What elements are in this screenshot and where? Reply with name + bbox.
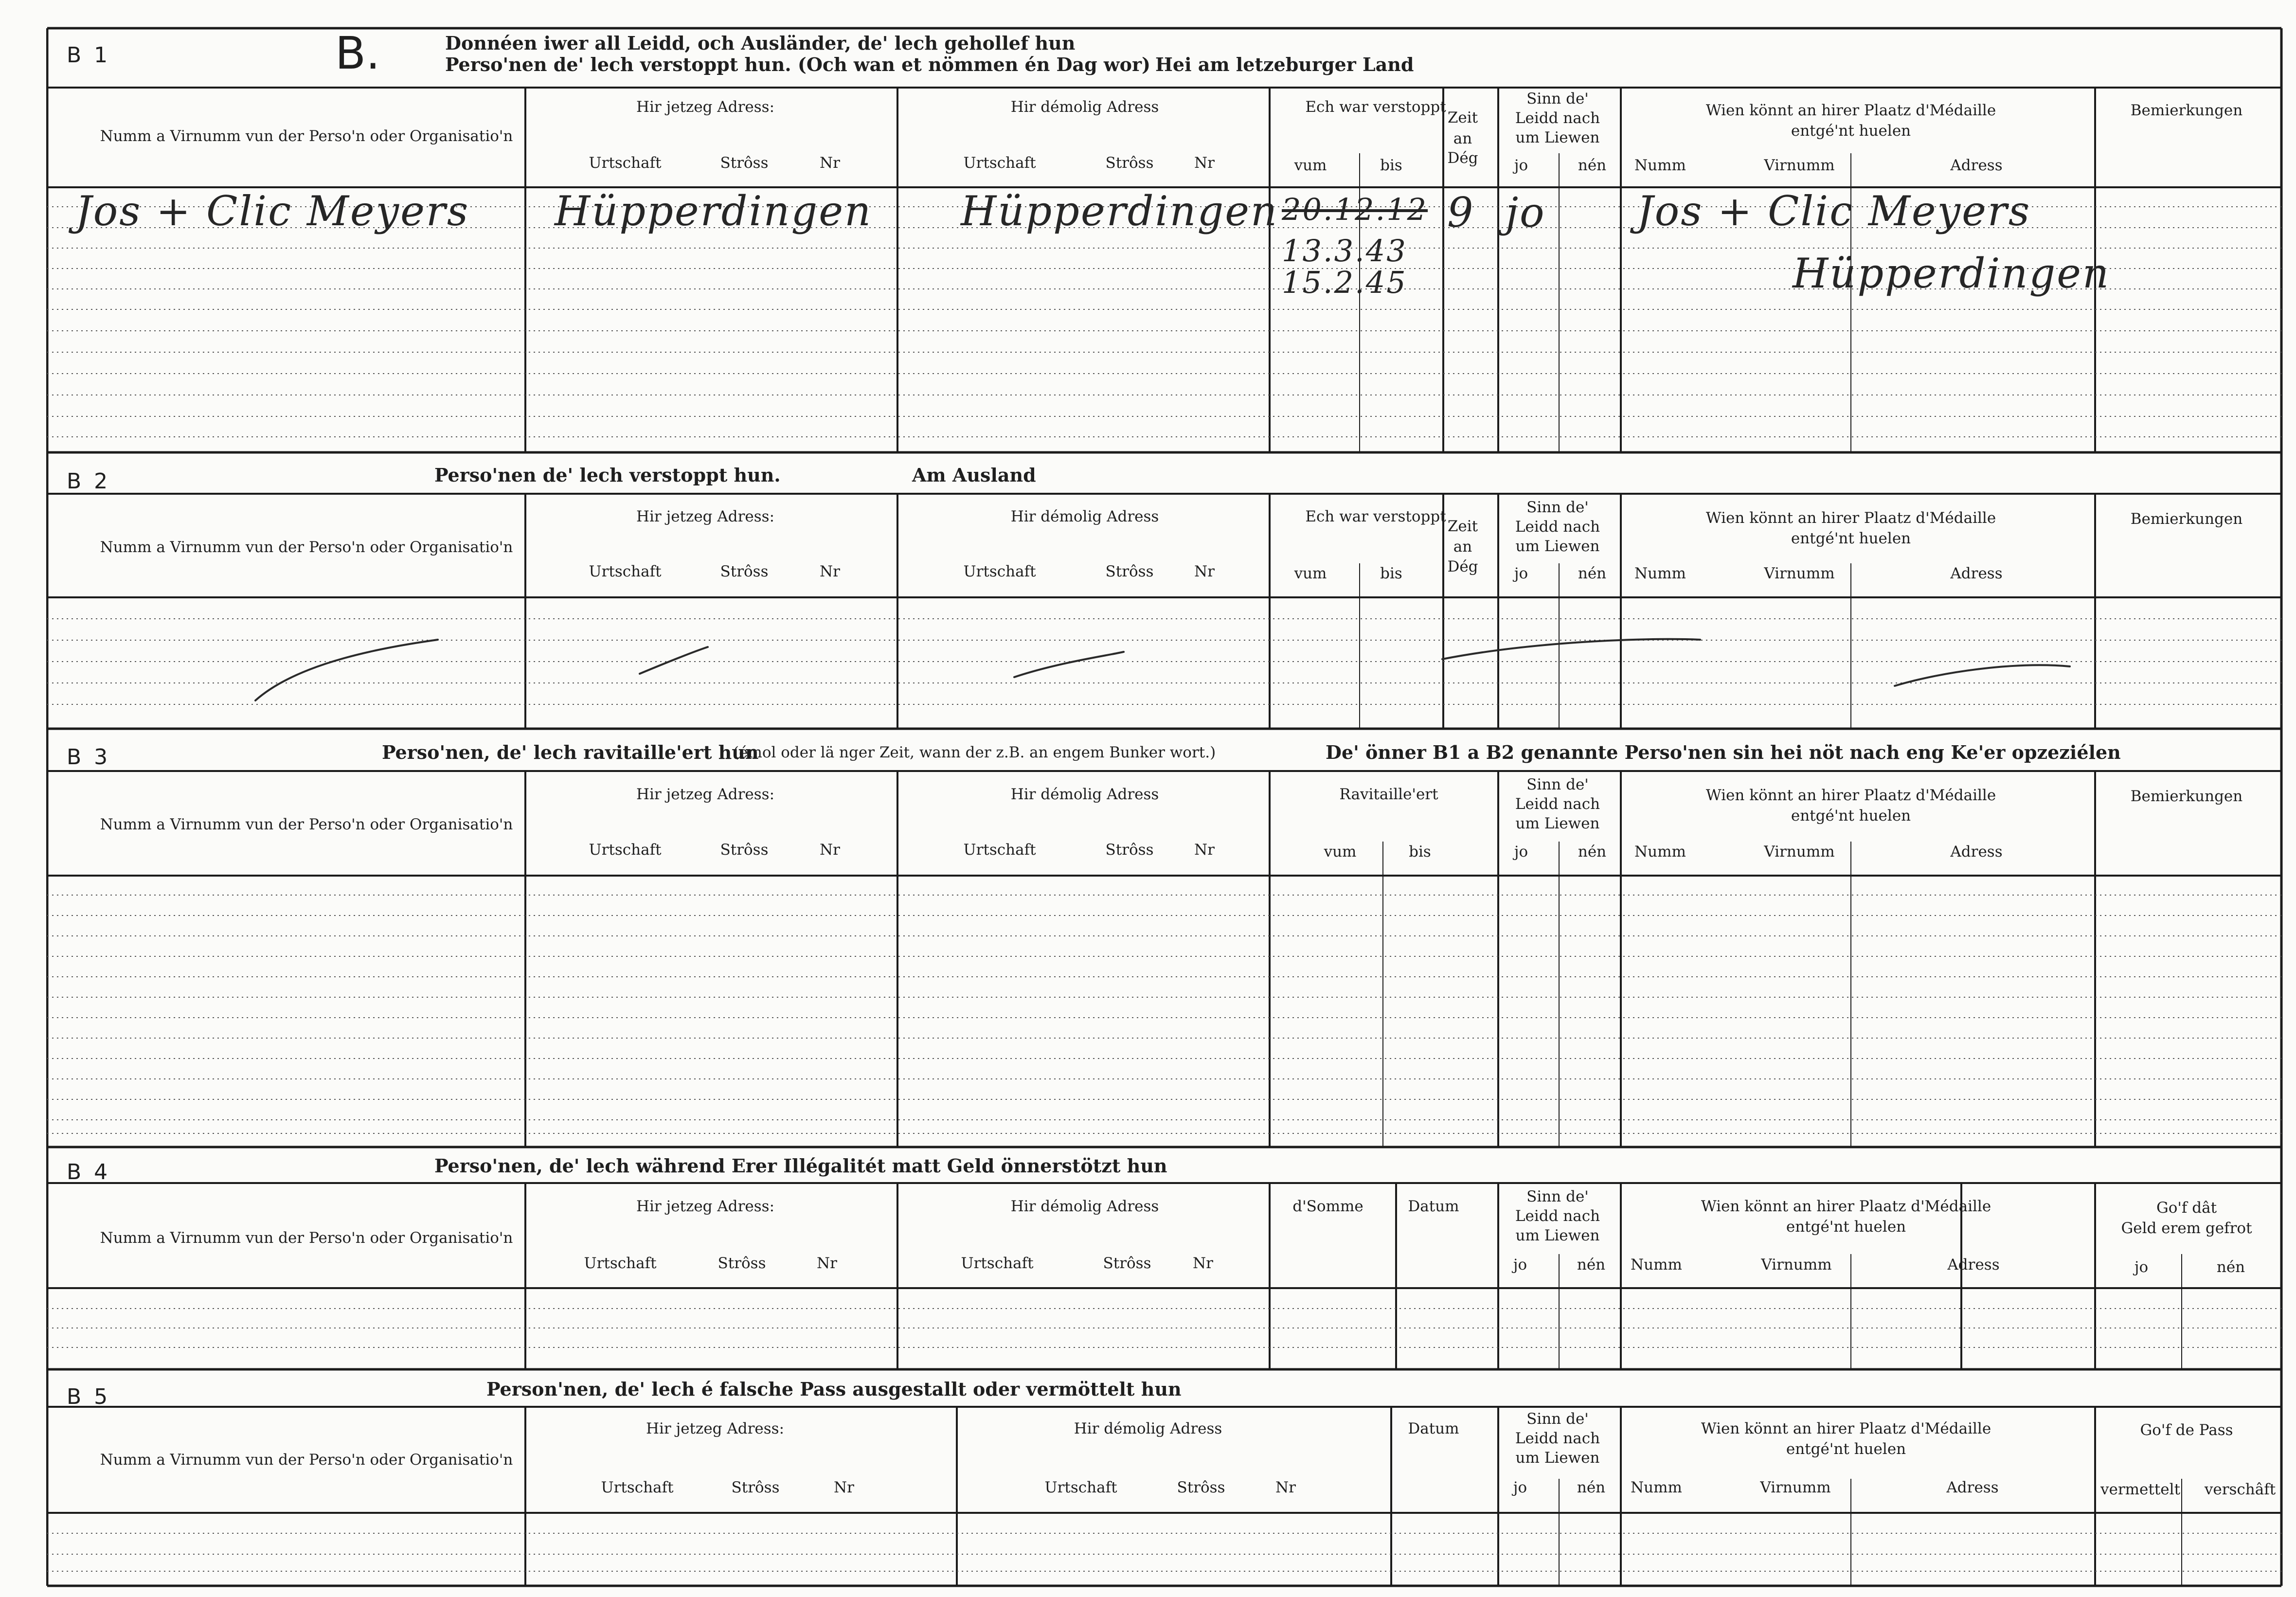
entry-current-town: Hüpperdingen bbox=[555, 187, 873, 235]
section-code-b3: B 3 bbox=[67, 745, 111, 770]
col-header-supplied: Ravitaille'ert bbox=[1339, 786, 1438, 803]
col-header-lives-2: Leidd nach bbox=[1515, 795, 1600, 813]
col-header-hidden: Ech war verstoppt bbox=[1305, 508, 1446, 525]
entry-date-struck: 20.12.12 bbox=[1282, 192, 1428, 227]
sub-header-from: vum bbox=[1294, 565, 1327, 582]
sub-header-street: Strôss bbox=[1177, 1479, 1225, 1496]
section-title-b1-line1: Donnéen iwer all Leidd, och Ausländer, de' lech gehollef hun bbox=[445, 32, 1076, 54]
col-header-medal-2: entgé'nt huelen bbox=[1786, 1440, 1906, 1458]
sub-header-no: nén bbox=[1578, 157, 1607, 174]
sub-header-street: Strôss bbox=[731, 1479, 780, 1496]
sub-header-firstname: Virnumm bbox=[1764, 565, 1835, 582]
entry-medal-address: Hüpperdingen bbox=[1793, 250, 2111, 297]
sub-header-town: Urtschaft bbox=[589, 563, 662, 580]
col-header-money-2: Geld erem gefrot bbox=[2121, 1220, 2252, 1237]
col-header-medal-1: Wien könnt an hirer Plaatz d'Médaille bbox=[1701, 1420, 1991, 1437]
sub-header-nr: Nr bbox=[1194, 841, 1215, 859]
sub-header-address: Adress bbox=[1950, 157, 2003, 174]
col-header-medal-2: entgé'nt huelen bbox=[1786, 1218, 1906, 1236]
col-header-name: Numm a Virnumm vun der Perso'n oder Organisatio'n bbox=[100, 127, 513, 145]
section-code-b1: B 1 bbox=[67, 43, 111, 68]
col-header-medal-1: Wien könnt an hirer Plaatz d'Médaille bbox=[1705, 787, 1996, 804]
sub-header-yes: jo bbox=[1514, 843, 1528, 861]
col-header-sum: d'Somme bbox=[1292, 1198, 1363, 1215]
col-header-money-1: Go'f dât bbox=[2156, 1199, 2217, 1217]
sub-header-nr: Nr bbox=[1275, 1479, 1296, 1496]
sub-header-street: Strôss bbox=[720, 154, 769, 172]
col-header-current-address: Hir jetzeg Adress: bbox=[636, 98, 775, 116]
sub-header-from: vum bbox=[1294, 157, 1327, 174]
col-header-date: Datum bbox=[1408, 1198, 1459, 1215]
col-header-former-address: Hir démolig Adress bbox=[1010, 508, 1159, 525]
section-title-b3-note: (émol oder lä nger Zeit, wann der z.B. an engem Bunker wort.) bbox=[733, 744, 1216, 761]
section-title-b3: Perso'nen, de' lech ravitaille'ert hun bbox=[382, 741, 759, 763]
sub-header-nr: Nr bbox=[1194, 154, 1215, 172]
col-header-lives-2: Leidd nach bbox=[1515, 1430, 1600, 1447]
col-header-medal-2: entgé'nt huelen bbox=[1791, 530, 1911, 547]
col-header-days-2: an bbox=[1453, 538, 1472, 556]
sub-header-street: Strôss bbox=[720, 563, 769, 580]
col-header-current-address: Hir jetzeg Adress: bbox=[636, 1198, 775, 1215]
col-header-former-address: Hir démolig Adress bbox=[1010, 98, 1159, 116]
section-code-b4: B 4 bbox=[67, 1160, 111, 1184]
sub-header-firstname: Virnumm bbox=[1760, 1479, 1831, 1496]
sub-header-surname: Numm bbox=[1634, 843, 1686, 861]
col-header-lives-3: um Liewen bbox=[1515, 1227, 1600, 1244]
col-header-former-address: Hir démolig Adress bbox=[1010, 786, 1159, 803]
sub-header-street: Strôss bbox=[1105, 563, 1154, 580]
sub-header-town: Urtschaft bbox=[963, 841, 1036, 859]
sub-header-nr: Nr bbox=[1193, 1255, 1213, 1272]
sub-header-nr: Nr bbox=[820, 154, 840, 172]
sub-header-to: bis bbox=[1380, 157, 1402, 174]
section-title-b2-abroad: Am Ausland bbox=[912, 464, 1036, 486]
col-header-name: Numm a Virnumm vun der Perso'n oder Organisatio'n bbox=[100, 1229, 513, 1247]
col-header-lives-1: Sinn de' bbox=[1526, 776, 1589, 793]
section-code-b2: B 2 bbox=[67, 469, 111, 494]
col-header-former-address: Hir démolig Adress bbox=[1074, 1420, 1222, 1437]
sub-header-address: Adress bbox=[1950, 843, 2003, 861]
sub-header-nr: Nr bbox=[1194, 563, 1215, 580]
sub-header-street: Strôss bbox=[1103, 1255, 1151, 1272]
cancel-stroke bbox=[640, 647, 708, 674]
col-header-remarks: Bemierkungen bbox=[2130, 510, 2243, 528]
section-title-b5: Person'nen, de' lech é falsche Pass ausgestallt oder vermöttelt hun bbox=[486, 1378, 1182, 1400]
col-header-days-1: Zeit bbox=[1447, 109, 1478, 126]
sub-header-street: Strôss bbox=[720, 841, 769, 859]
col-header-remarks: Bemierkungen bbox=[2130, 102, 2243, 119]
col-header-days-3: Dég bbox=[1447, 558, 1478, 575]
sub-header-town: Urtschaft bbox=[963, 563, 1036, 580]
sub-header-yes: jo bbox=[1514, 157, 1528, 174]
sub-header-surname: Numm bbox=[1634, 157, 1686, 174]
col-header-current-address: Hir jetzeg Adress: bbox=[646, 1420, 785, 1437]
sub-header-address: Adress bbox=[1950, 565, 2003, 582]
sub-header-no: nén bbox=[1578, 843, 1607, 861]
sub-header-nr: Nr bbox=[820, 841, 840, 859]
sub-header-surname: Numm bbox=[1631, 1479, 1682, 1496]
col-header-name: Numm a Virnumm vun der Perso'n oder Organisatio'n bbox=[100, 538, 513, 556]
sub-header-no: nén bbox=[1577, 1479, 1606, 1496]
sub-header-town: Urtschaft bbox=[1044, 1479, 1117, 1496]
sub-header-firstname: Virnumm bbox=[1764, 157, 1835, 174]
sub-header-street: Strôss bbox=[718, 1255, 766, 1272]
sub-header-yes: jo bbox=[1514, 565, 1528, 582]
section-title-b2: Perso'nen de' lech verstoppt hun. bbox=[434, 464, 781, 486]
sub-header-issued: verschâft bbox=[2204, 1481, 2276, 1498]
col-header-lives-1: Sinn de' bbox=[1526, 1188, 1589, 1205]
section-title-b4: Perso'nen, de' lech während Erer Illégalitét matt Geld önnerstötzt hun bbox=[434, 1155, 1167, 1177]
sub-header-no: nén bbox=[2216, 1258, 2245, 1276]
sub-header-nr: Nr bbox=[817, 1255, 837, 1272]
sub-header-street: Strôss bbox=[1105, 154, 1154, 172]
entry-name: Jos + Clic Meyers bbox=[75, 187, 470, 235]
col-header-former-address: Hir démolig Adress bbox=[1010, 1198, 1159, 1215]
sub-header-to: bis bbox=[1409, 843, 1431, 861]
sub-header-surname: Numm bbox=[1634, 565, 1686, 582]
sub-header-town: Urtschaft bbox=[584, 1255, 657, 1272]
sub-header-nr: Nr bbox=[834, 1479, 854, 1496]
col-header-days-3: Dég bbox=[1447, 149, 1478, 167]
cancel-stroke bbox=[255, 640, 438, 700]
col-header-lives-3: um Liewen bbox=[1515, 129, 1600, 146]
sub-header-to: bis bbox=[1380, 565, 1402, 582]
col-header-remarks: Bemierkungen bbox=[2130, 788, 2243, 805]
col-header-lives-3: um Liewen bbox=[1515, 538, 1600, 555]
sub-header-mediated: vermettelt bbox=[2100, 1481, 2181, 1498]
section-title-b3-tail: De' önner B1 a B2 genannte Perso'nen sin hei nöt nach eng Ke'er opzeziélen bbox=[1326, 741, 2121, 763]
col-header-medal-1: Wien könnt an hirer Plaatz d'Médaille bbox=[1705, 102, 1996, 119]
entry-date-to: 15.2.45 bbox=[1282, 265, 1407, 300]
sub-header-address: Adress bbox=[1946, 1479, 1999, 1496]
cancel-stroke bbox=[1014, 652, 1124, 677]
sub-header-yes: jo bbox=[1513, 1256, 1527, 1274]
sub-header-no: nén bbox=[1577, 1256, 1606, 1274]
col-header-pass: Go'f de Pass bbox=[2140, 1421, 2233, 1439]
sub-header-town: Urtschaft bbox=[963, 154, 1036, 172]
col-header-medal-2: entgé'nt huelen bbox=[1791, 122, 1911, 140]
sub-header-no: nén bbox=[1578, 565, 1607, 582]
col-header-lives-3: um Liewen bbox=[1515, 1449, 1600, 1467]
sub-header-address: Adress bbox=[1947, 1256, 2000, 1274]
section-title-b1-line2: Perso'nen de' lech verstoppt hun. (Och wan et nömmen én Dag wor) bbox=[445, 54, 1150, 75]
col-header-medal-1: Wien könnt an hirer Plaatz d'Médaille bbox=[1705, 509, 1996, 527]
col-header-lives-1: Sinn de' bbox=[1526, 499, 1589, 516]
sub-header-from: vum bbox=[1324, 843, 1357, 861]
col-header-medal-2: entgé'nt huelen bbox=[1791, 807, 1911, 825]
col-header-lives-1: Sinn de' bbox=[1526, 1410, 1589, 1428]
col-header-current-address: Hir jetzeg Adress: bbox=[636, 786, 775, 803]
col-header-lives-3: um Liewen bbox=[1515, 815, 1600, 832]
col-header-hidden: Ech war verstoppt bbox=[1305, 98, 1446, 116]
section-code-b5: B 5 bbox=[67, 1384, 111, 1409]
sub-header-town: Urtschaft bbox=[601, 1479, 674, 1496]
col-header-medal-1: Wien könnt an hirer Plaatz d'Médaille bbox=[1701, 1198, 1991, 1215]
col-header-days-1: Zeit bbox=[1447, 518, 1478, 535]
col-header-date: Datum bbox=[1408, 1420, 1459, 1437]
sub-header-town: Urtschaft bbox=[961, 1255, 1034, 1272]
entry-days: 9 bbox=[1447, 189, 1475, 236]
col-header-name: Numm a Virnumm vun der Perso'n oder Organisatio'n bbox=[100, 816, 513, 833]
sub-header-town: Urtschaft bbox=[589, 154, 662, 172]
sub-header-town: Urtschaft bbox=[589, 841, 662, 859]
sub-header-nr: Nr bbox=[820, 563, 840, 580]
col-header-lives-2: Leidd nach bbox=[1515, 518, 1600, 536]
sub-header-firstname: Virnumm bbox=[1761, 1256, 1832, 1274]
sub-header-yes: jo bbox=[2134, 1258, 2149, 1276]
col-header-name: Numm a Virnumm vun der Perso'n oder Organisatio'n bbox=[100, 1451, 513, 1469]
col-header-lives-2: Leidd nach bbox=[1515, 1207, 1600, 1225]
entry-former-town: Hüpperdingen bbox=[961, 187, 1279, 235]
cancel-stroke bbox=[1442, 639, 1700, 659]
sub-header-surname: Numm bbox=[1631, 1256, 1682, 1274]
col-header-lives-2: Leidd nach bbox=[1515, 109, 1600, 127]
sub-header-yes: jo bbox=[1513, 1479, 1527, 1496]
col-header-current-address: Hir jetzeg Adress: bbox=[636, 508, 775, 525]
entry-alive: jo bbox=[1506, 189, 1546, 236]
sub-header-street: Strôss bbox=[1105, 841, 1154, 859]
sub-header-firstname: Virnumm bbox=[1764, 843, 1835, 861]
col-header-lives-1: Sinn de' bbox=[1526, 90, 1589, 108]
col-header-days-2: an bbox=[1453, 130, 1472, 147]
registration-form bbox=[46, 19, 2284, 1591]
form-section-letter: B. bbox=[335, 27, 380, 79]
entry-date-from: 13.3.43 bbox=[1282, 233, 1407, 269]
entry-medal-name: Jos + Clic Meyers bbox=[1637, 187, 2031, 235]
section-title-b1-line2b: Hei am letzeburger Land bbox=[1155, 54, 1414, 75]
